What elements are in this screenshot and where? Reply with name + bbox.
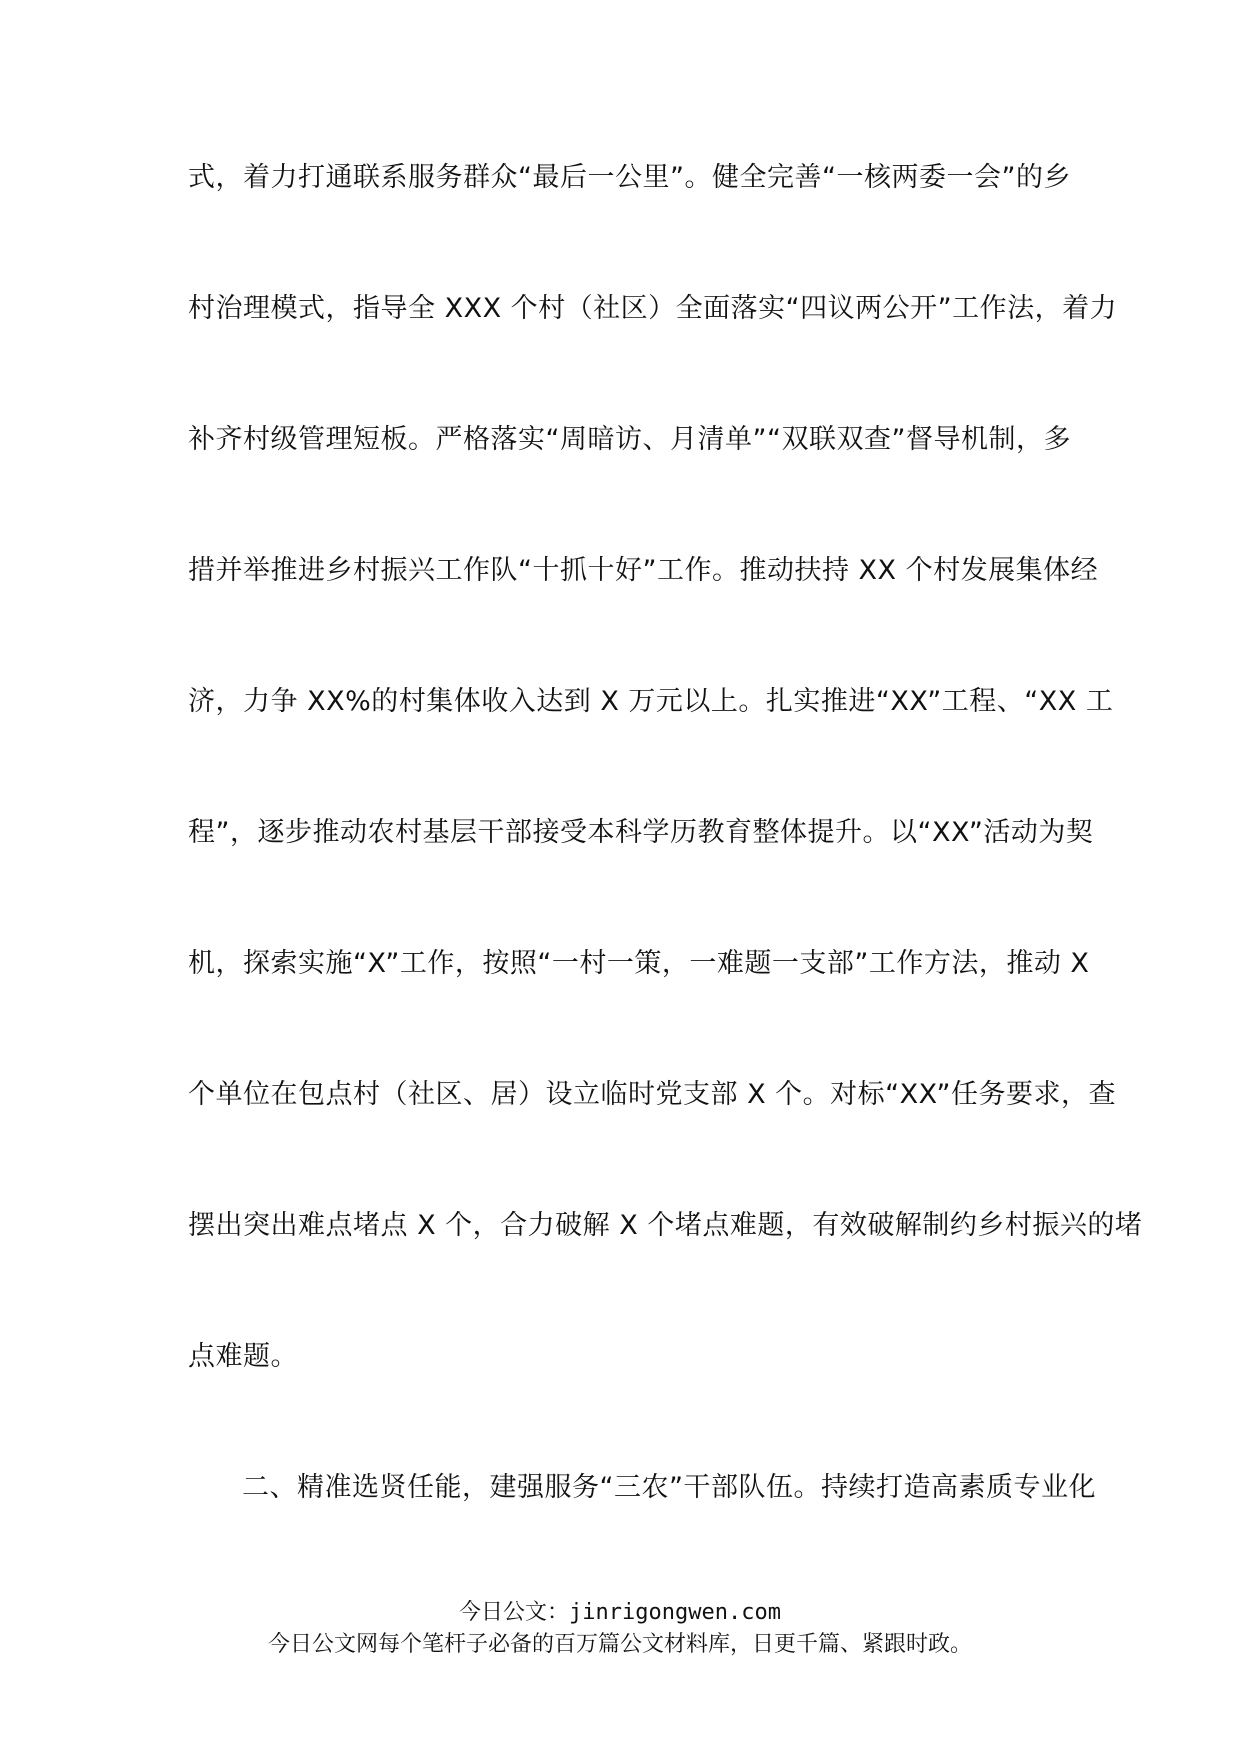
body-line: 济，力争 XX%的村集体收入达到 X 万元以上。扎实推进“XX”工程、“XX 工: [188, 686, 1114, 717]
body-line: 个单位在包点村（社区、居）设立临时党支部 X 个。对标“XX”任务要求，查: [188, 1079, 1117, 1110]
document-body: [188, 160, 1143, 1601]
footer-site-line: [0, 1598, 1240, 1628]
paragraph-end-line: 点难题。: [188, 1341, 298, 1372]
body-line: 措并举推进乡村振兴工作队“十抓十好”工作。推动扶持 XX 个村发展集体经: [188, 555, 1099, 586]
body-line: 式，着力打通联系服务群众“最后一公里”。健全完善“一核两委一会”的乡: [188, 162, 1071, 193]
body-line: 摆出突出难点堵点 X 个，合力破解 X 个堵点难题，有效破解制约乡村振兴的堵: [188, 1210, 1143, 1241]
page-footer: [0, 1598, 1240, 1660]
footer-slogan: 今日公文网每个笔杆子必备的百万篇公文材料库，日更千篇、紧跟时政。: [267, 1632, 972, 1657]
body-line: 村治理模式，指导全 XXX 个村（社区）全面落实“四议两公开”工作法，着力: [188, 293, 1118, 324]
body-line: 补齐村级管理短板。严格落实“周暗访、月清单”“双联双查”督导机制，多: [188, 424, 1071, 455]
body-line: 机，探索实施“X”工作，按照“一村一策，一难题一支部”工作方法，推动 X: [188, 948, 1090, 979]
body-line: 程”，逐步推动农村基层干部接受本科学历教育整体提升。以“XX”活动为契: [188, 817, 1094, 848]
footer-site-label: 今日公文：: [459, 1600, 570, 1625]
footer-site-link[interactable]: jinrigongwen.com: [569, 1600, 781, 1625]
section-heading-line: 二、精准选贤任能，建强服务“三农”干部队伍。持续打造高素质专业化: [242, 1472, 1096, 1503]
